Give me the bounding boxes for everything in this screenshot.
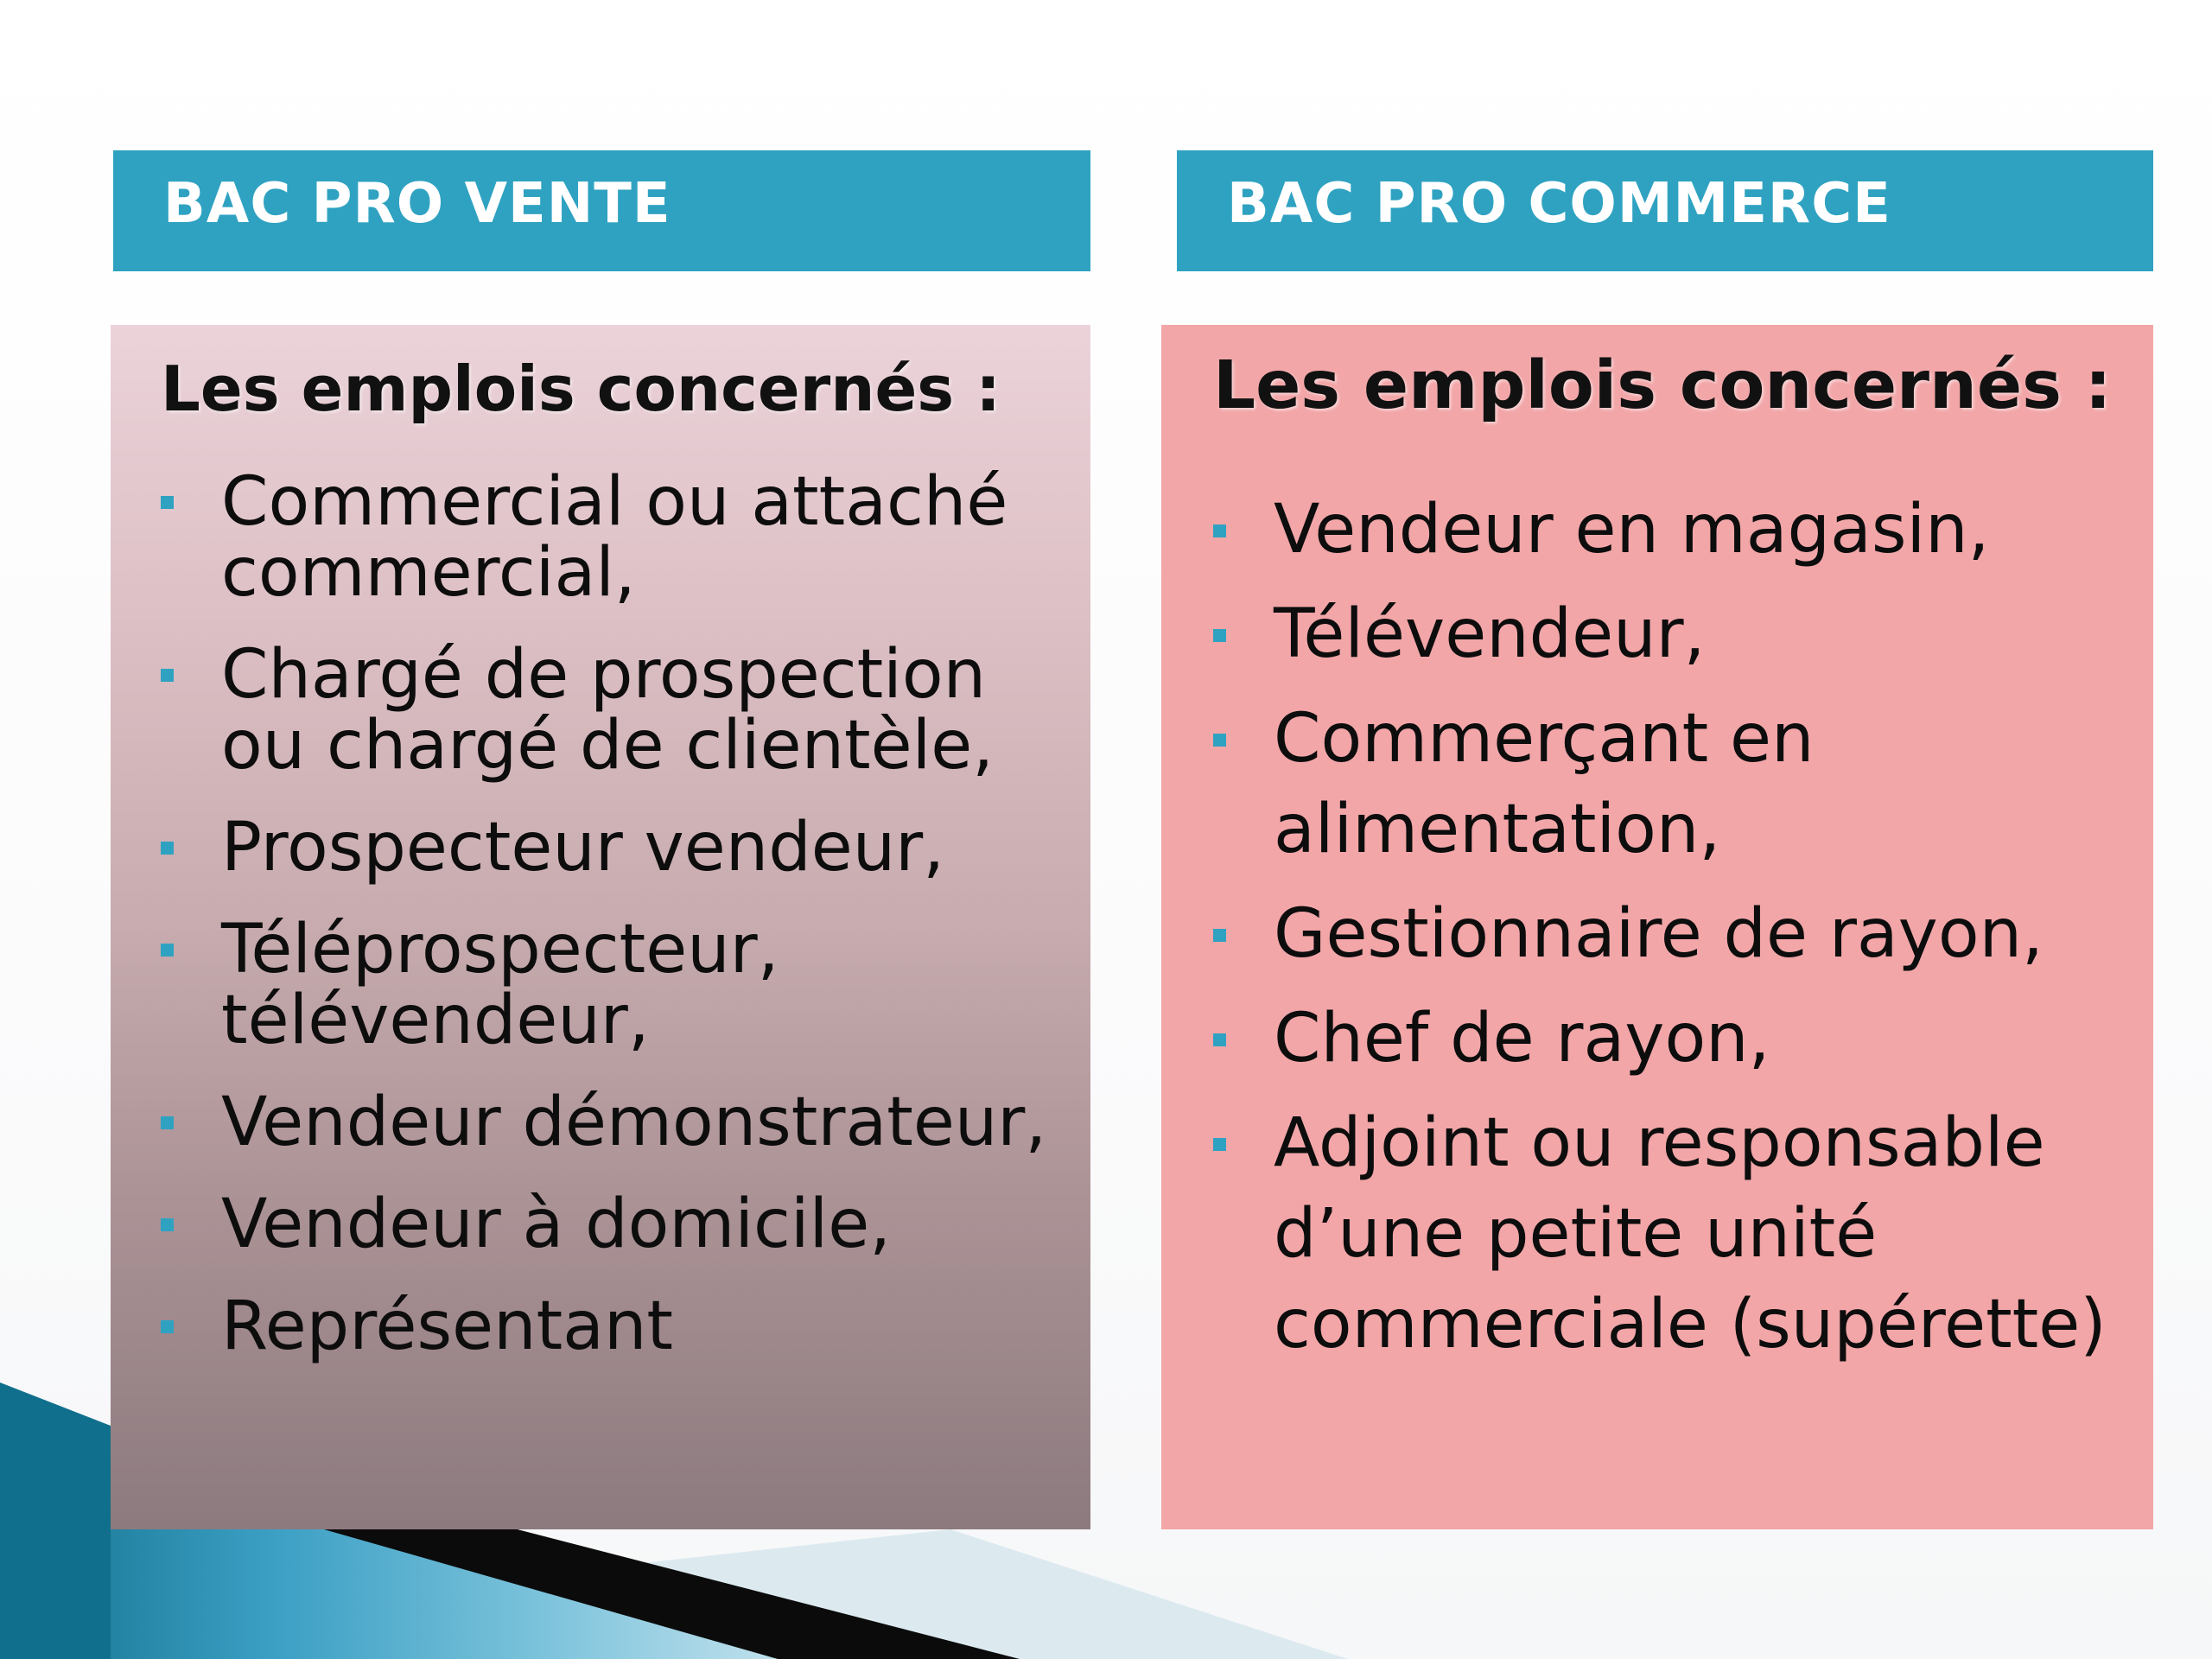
list-item	[161, 1185, 1056, 1263]
list-item	[161, 911, 1056, 1059]
list-item-text: Adjoint ou responsable d’une petite unité commerciale (supérette)	[1274, 1104, 2107, 1363]
list-item	[161, 1287, 1056, 1365]
decor-teal-wedge	[0, 1382, 111, 1659]
square-bullet-icon	[1213, 734, 1226, 747]
square-bullet-icon	[1213, 629, 1226, 642]
list-item-text: Téléprospecteur, télévendeur,	[221, 911, 779, 1059]
header-title-vente: BAC PRO VENTE	[163, 172, 671, 236]
jobs-list-vente	[161, 463, 1056, 1365]
header-title-commerce: BAC PRO COMMERCE	[1227, 172, 1891, 236]
list-item-text: Commerçant en alimentation,	[1274, 700, 1815, 868]
list-item-text: Représentant	[221, 1287, 673, 1365]
list-item	[161, 463, 1056, 612]
box-heading-commerce: Les emplois concernés :	[1213, 347, 2112, 424]
list-item	[161, 809, 1056, 887]
list-item-text: Gestionnaire de rayon,	[1274, 895, 2044, 973]
list-item-text: Chef de rayon,	[1274, 1000, 1770, 1077]
square-bullet-icon	[161, 1218, 174, 1231]
list-item-text: Vendeur à domicile,	[221, 1185, 892, 1263]
list-item-text: Vendeur en magasin,	[1274, 491, 1990, 569]
list-item	[1213, 1098, 2127, 1370]
square-bullet-icon	[161, 842, 174, 855]
header-bar-commerce	[1177, 150, 2153, 271]
square-bullet-icon	[1213, 929, 1226, 942]
square-bullet-icon	[161, 944, 174, 957]
square-bullet-icon	[1213, 524, 1226, 537]
list-item	[1213, 589, 2127, 680]
box-vente	[111, 325, 1090, 1529]
square-bullet-icon	[161, 1320, 174, 1333]
list-item	[1213, 694, 2127, 875]
list-item	[1213, 889, 2127, 980]
box-commerce	[1161, 325, 2153, 1529]
square-bullet-icon	[161, 496, 174, 509]
list-item	[1213, 994, 2127, 1084]
square-bullet-icon	[161, 1116, 174, 1129]
list-item-text: Prospecteur vendeur,	[221, 809, 945, 887]
list-item	[161, 1084, 1056, 1161]
box-heading-vente: Les emplois concernés :	[161, 353, 1001, 425]
square-bullet-icon	[1213, 1138, 1226, 1151]
list-item-text: Télévendeur,	[1274, 595, 1706, 673]
square-bullet-icon	[1213, 1033, 1226, 1046]
list-item-text: Vendeur démonstrateur,	[221, 1084, 1047, 1161]
header-bar-vente	[113, 150, 1090, 271]
list-item	[1213, 485, 2127, 575]
list-item	[161, 636, 1056, 785]
jobs-list-commerce	[1213, 485, 2127, 1370]
list-item-text: Commercial ou attaché commercial,	[221, 463, 1008, 612]
square-bullet-icon	[161, 669, 174, 682]
list-item-text: Chargé de prospection ou chargé de clientèle,	[221, 636, 995, 785]
